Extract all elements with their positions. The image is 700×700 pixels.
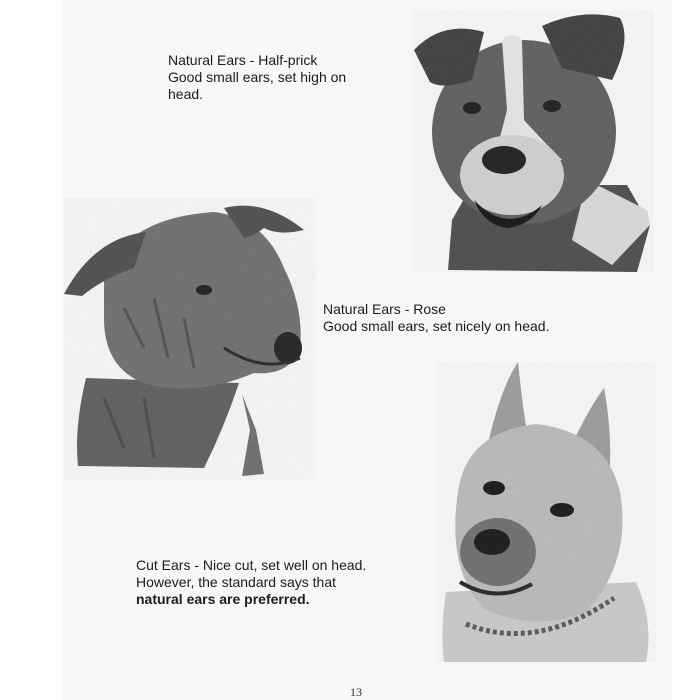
caption-title: Cut Ears - Nice cut, set well on head. [136,557,367,573]
caption-title: Natural Ears - Rose [323,301,446,317]
caption-text: head. [168,86,204,102]
caption-text: Good small ears, set high on [168,69,347,85]
page-number: 13 [350,685,362,699]
caption-rose-ears [323,301,549,335]
dog-head-rose-ears-illustration [64,198,316,480]
caption-text: However, the standard says that [136,574,336,590]
caption-half-prick-ears [168,52,346,103]
caption-text: Good small ears, set nicely on head. [323,318,550,334]
dog-head-cut-ears-illustration [436,362,656,662]
caption-title: Natural Ears - Half-prick [168,52,318,68]
dog-head-half-prick-ears-illustration [412,10,654,272]
caption-emphasis: natural ears are preferred. [136,591,310,607]
caption-cut-ears [136,557,366,608]
